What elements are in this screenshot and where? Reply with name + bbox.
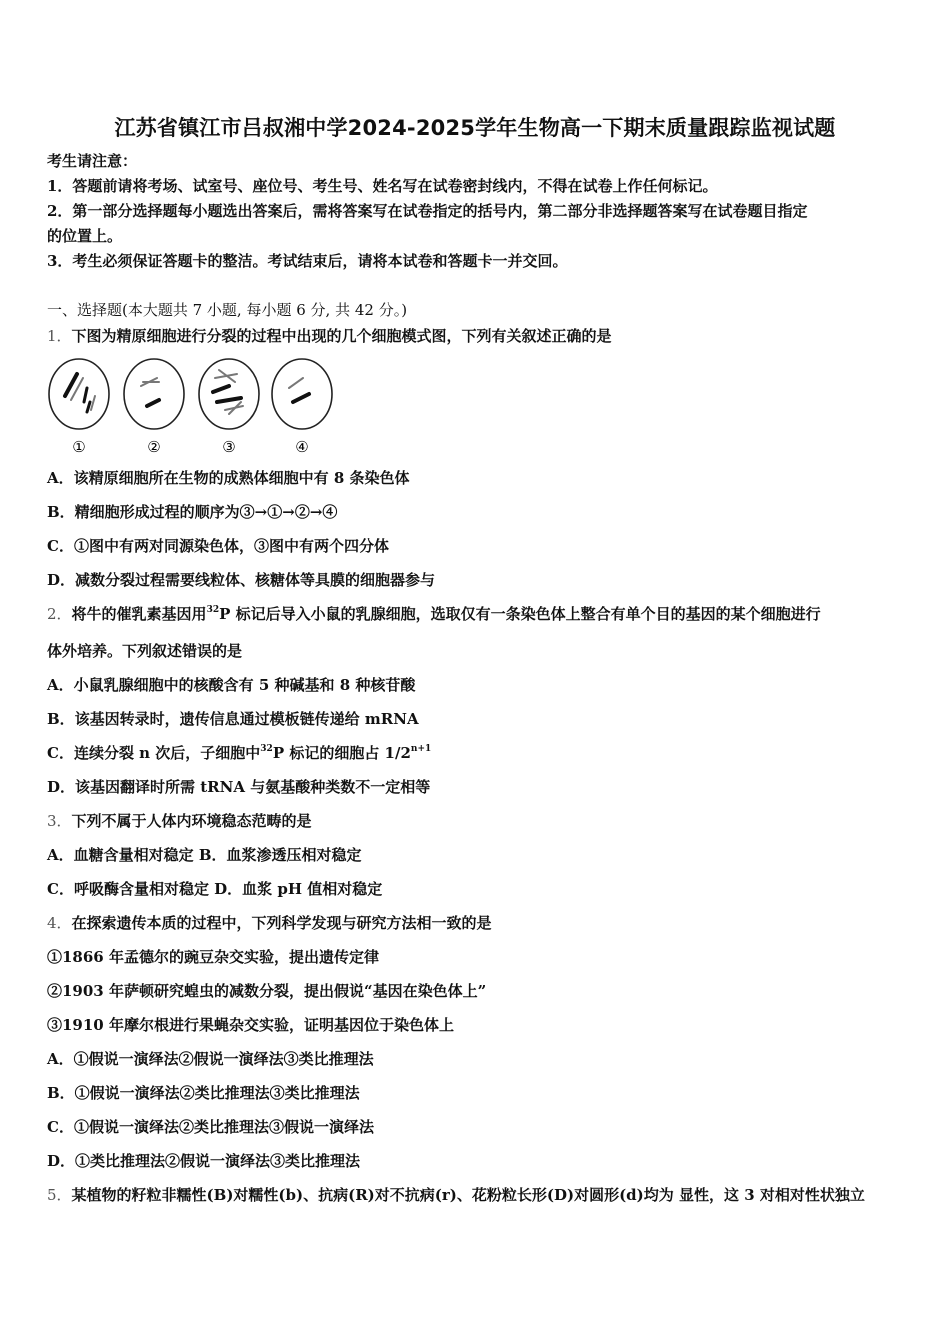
- question-text: 下图为精原细胞进行分裂的过程中出现的几个细胞模式图，下列有关叙述正确的是: [71, 327, 612, 345]
- q1-option-c: C．①图中有两对同源染色体，③图中有两个四分体: [47, 537, 389, 555]
- q1-option-b: B．精细胞形成过程的顺序为③→①→②→④: [47, 503, 338, 521]
- notice-heading: 考生请注意：: [47, 152, 138, 170]
- cell-division-figure: [47, 356, 337, 460]
- q3-options-ab: A．血糖含量相对稳定 B．血浆渗透压相对稳定: [47, 846, 362, 864]
- question-4-stem: [47, 913, 492, 933]
- question-number: 5．: [47, 1186, 72, 1204]
- cell-3: [199, 359, 259, 429]
- notice-item-2-cont: 的位置上。: [47, 227, 123, 245]
- superscript: 32: [206, 605, 220, 615]
- question-2-stem-cont: 体外培养。下列叙述错误的是: [47, 642, 243, 660]
- question-number: 3．: [47, 812, 72, 830]
- chromosomes-3: [213, 370, 243, 414]
- q4-option-b: B．①假说一演绎法②类比推理法③类比推理法: [47, 1084, 360, 1102]
- figure-label-1: ①: [72, 438, 86, 456]
- figure-label-3: ③: [222, 438, 236, 456]
- q1-option-a: A．该精原细胞所在生物的成熟体细胞中有 8 条染色体: [47, 469, 410, 487]
- q4-option-a: A．①假说一演绎法②假说一演绎法③类比推理法: [47, 1050, 374, 1068]
- q4-option-c: C．①假说一演绎法②类比推理法③假说一演绎法: [47, 1118, 374, 1136]
- question-text: 下列不属于人体内环境稳态范畴的是: [71, 812, 312, 830]
- page-title: 江苏省镇江市吕叔湘中学2024-2025学年生物高一下期末质量跟踪监视试题: [114, 116, 836, 140]
- option-text: C．连续分裂 n 次后，子细胞中: [47, 744, 261, 762]
- section-heading: 一、选择题(本大题共 7 小题, 每小题 6 分, 共 42 分。): [47, 301, 408, 319]
- question-text: 某植物的籽粒非糯性(B)对糯性(b)、抗病(R)对不抗病(r)、花粉粒长形(D)对圆形(d)均为 显性，这 3 对相对性状独立: [71, 1186, 865, 1204]
- question-text: P 标记后导入小鼠的乳腺细胞，选取仅有一条染色体上整合有单个目的基因的某个细胞进行: [219, 605, 821, 623]
- chromosomes-4: [289, 378, 309, 402]
- q2-option-a: A．小鼠乳腺细胞中的核酸含有 5 种碱基和 8 种核苷酸: [47, 676, 416, 694]
- q2-option-d: D．该基因翻译时所需 tRNA 与氨基酸种类数不一定相等: [47, 778, 431, 796]
- chromosomes-1: [65, 374, 95, 412]
- superscript: n+1: [410, 744, 432, 754]
- q4-item-1: ①1866 年孟德尔的豌豆杂交实验，提出遗传定律: [47, 948, 379, 966]
- notice-item-1: 1．答题前请将考场、试室号、座位号、考生号、姓名写在试卷密封线内，不得在试卷上作任何标记。: [47, 177, 718, 195]
- q4-option-d: D．①类比推理法②假说一演绎法③类比推理法: [47, 1152, 361, 1170]
- question-number: 2．: [47, 605, 72, 623]
- question-text: 在探索遗传本质的过程中，下列科学发现与研究方法相一致的是: [71, 914, 492, 932]
- question-text: 将牛的催乳素基因用: [71, 605, 207, 623]
- superscript: 32: [260, 744, 273, 754]
- q2-option-b: B．该基因转录时，遗传信息通过模板链传递给 mRNA: [47, 710, 419, 728]
- q3-options-cd: C．呼吸酶含量相对稳定 D．血浆 pH 值相对稳定: [47, 880, 383, 898]
- figure-label-2: ②: [147, 438, 161, 456]
- cell-1: [49, 359, 109, 429]
- notice-item-2: 2．第一部分选择题每小题选出答案后，需将答案写在试卷指定的括号内，第二部分非选择题答案写在试卷题目指定: [47, 202, 808, 220]
- question-number: 1．: [47, 327, 72, 345]
- question-1-stem: [47, 326, 612, 346]
- question-5-stem: [47, 1185, 865, 1205]
- q4-item-2: ②1903 年萨顿研究蝗虫的减数分裂，提出假说“基因在染色体上”: [47, 982, 487, 1000]
- question-number: 4．: [47, 914, 72, 932]
- question-3-stem: [47, 811, 312, 831]
- q4-item-3: ③1910 年摩尔根进行果蝇杂交实验，证明基因位于染色体上: [47, 1016, 454, 1034]
- option-text: P 标记的细胞占 1/2: [272, 744, 411, 762]
- figure-label-4: ④: [295, 438, 309, 456]
- notice-item-3: 3．考生必须保证答题卡的整洁。考试结束后，请将本试卷和答题卡一并交回。: [47, 252, 568, 270]
- cell-2: [124, 359, 184, 429]
- chromosomes-2: [141, 378, 159, 406]
- cell-4: [272, 359, 332, 429]
- question-2-stem: [47, 604, 821, 624]
- q1-option-d: D．减数分裂过程需要线粒体、核糖体等具膜的细胞器参与: [47, 571, 436, 589]
- q2-option-c: [47, 743, 431, 763]
